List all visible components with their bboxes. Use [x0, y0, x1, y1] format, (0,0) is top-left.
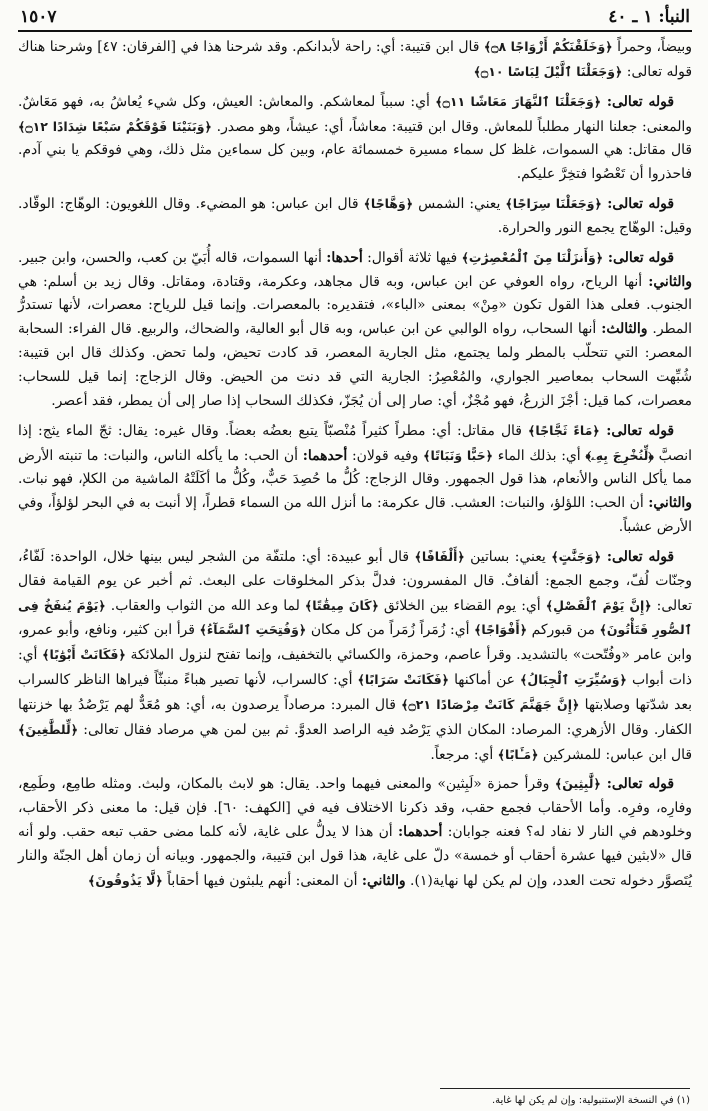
commentary-text: قال المبرد: مرصاداً يرصدون به، أي: هو مُعَدٌّ لهم يَرْصُدُ بها خزنتها الكفار. وقال الأزهري: المرصاد: المكان الذي يَرْصُد فيه الراصد العدوَّ. ثم بين لمن هي مرصاد فقال تعالى: [18, 696, 692, 738]
commentary-text: . [405, 872, 415, 889]
quran-verse: ﴿وَخَلَقْنَكُمْ أَزْوَاجًا ۝٨﴾ [483, 39, 613, 54]
commentary-text: أي: يوم القضاء بين الخلائق [378, 597, 546, 614]
footnote-rule [440, 1088, 690, 1089]
lead-phrase: قوله تعالى: [599, 422, 675, 439]
commentary-text: وقرأ حمزة «لَبِثين» والمعنى فيهما واحد. يقال: هو لابث بالمكان، ولبث. ومثله طامِع، وطَمِع، وفارِه، وفرِه. وأما الأحقاب فجمع حقب، وقد ذكرنا الاختلاف فيه في [الكهف: ٦٠]. فإن قيل: ما معنى ذكر الأحقاب، وخلودهم في النار لا نفاد له؟ فعنه جوابان: [18, 776, 692, 841]
quran-verse: ﴿إِنَّ جَهَنَّمَ كَانَتْ مِرْصَادًا ۝٢١﴾ [401, 696, 580, 712]
quran-verse: ﴿وَجَعَلْنَا ٱلَّيْلَ لِبَاسًا ۝١٠﴾ [473, 63, 623, 79]
commentary-text: أي: زُمَراً زُمَراً من كل مكان [306, 622, 475, 639]
quran-verse: ﴿حَبًّا وَنَبَاتًا﴾ [423, 447, 493, 463]
commentary-text: أي: ذات أبواب [18, 647, 692, 689]
quran-verse: ﴿وَجَنَّٰتٍ﴾ [551, 548, 602, 564]
quran-verse: ﴿أَفْوَاجًا﴾ [474, 622, 528, 638]
paragraph [18, 772, 692, 893]
paragraph [18, 90, 692, 187]
commentary-text: قال ابن عباس: هو المضيء. وقال اللغويون: الوهّاج: الوقّاد. وقيل: الوهّاج يجمع النور والحرارة. [18, 196, 692, 236]
lead-phrase: والثاني: [648, 495, 692, 512]
lead-phrase: والثاني: [361, 872, 406, 889]
paragraph [18, 246, 692, 414]
quran-verse: ﴿وَبَنَيْنَا فَوْقَكُمْ سَبْعًا شِدَادًا ۝١٢﴾ [18, 118, 212, 134]
page-number: ١٥٠٧ [20, 7, 57, 27]
commentary-text: قال أبو عبيدة: أي: ملتفّة من الشجر ليس بينها خلال، الواحدة: لَفّاءُ، وجنّات لُفّ، وجمع الجمع: ألفافٌ. قال المفسرون: فدلَّ بذكر المخلوقات على البعث. ثم أخبر عن يوم القيامة فقال تعالى: [18, 548, 692, 614]
paragraph [18, 192, 692, 241]
quran-verse: ﴿وَفُتِحَتِ ٱلسَّمَآءُ﴾ [199, 622, 307, 638]
quran-verse: ﴿لِّلطَّٰغِينَ﴾ [18, 721, 79, 737]
footnote-area [18, 1094, 690, 1107]
quran-verse: ﴿لَّٰبِثِينَ﴾ [554, 776, 601, 792]
commentary-text: أن الحب: ما يأكله الناس، والنبات: ما تنبته الأرض مما يأكل الناس والأنعام، هذا قول الجمهور. وقال الزجاج: كُلُّ ما حُصِدَ حَبٌّ، وكُلُّ ما أكَلَتْهُ الماشية من الكلإ، فهو نبات. [18, 447, 692, 488]
commentary-text: أنها الرياح، رواه العوفي عن ابن عباس، وبه قال مجاهد، وعكرمة، وقتادة، ومقاتل. وقال زيد بن أسلم: هي الجنوب. فعلى هذا القول تكون «مِنْ» بمعنى «الباء»، فتقديره: بالمعصرات. وإنما قيل للرياح: معصرات، لأنها تستدرُّ المطر. [18, 273, 693, 338]
commentary-text: قال ابن عباس: للمشركين [538, 746, 692, 763]
paragraph [18, 419, 692, 540]
commentary-text: أي: سبباً لمعاشكم. والمعاش: العيش، وكل شيء يُعاشُ به، فهو مَعَاشٌ. والمعنى: جعلنا النهار مطلباً للمعاش. وقال ابن قتيبة: معاشاً، أي: عيشاً، وهو مصدر. [18, 93, 692, 135]
commentary-text: أي: مرجعاً. [430, 746, 498, 763]
lead-phrase: قوله تعالى: [603, 249, 674, 266]
quran-verse: ﴿يَوْمَ يُنفَخُ فِى ٱلصُّورِ فَتَأْتُونَ﴾ [18, 597, 692, 638]
lead-phrase: أحدها: [326, 249, 363, 266]
quran-verse: ﴿وَسُيِّرَتِ ٱلْجِبَالُ﴾ [520, 672, 627, 688]
commentary-text: من قبوركم [527, 622, 600, 639]
commentary-text: فيها ثلاثة أقوال: [362, 249, 462, 266]
quran-verse: ﴿مَـَٔابًا﴾ [497, 746, 539, 762]
commentary-text: أن المعنى: أنهم يلبثون فيها أحقاباً [162, 872, 362, 889]
section-title: النبأ: ١ ـ ٤٠ [608, 7, 690, 27]
quran-verse: ﴿وَجَعَلْنَا ٱلنَّهَارَ مَعَاشًا ۝١١﴾ [435, 93, 602, 109]
quran-verse: ﴿إِنَّ يَوْمَ ٱلْفَصْلِ﴾ [545, 597, 652, 613]
commentary-text: أي: كالسراب، لأنها تصير هباءً منبثّاً فيراها الناظر كالسراب بعد شدّتها وصلابتها [18, 672, 692, 713]
commentary-text: أي: بذلك الماء [492, 447, 586, 464]
quran-verse: ﴿فَكَانَتْ سَرَابًا﴾ [357, 672, 449, 688]
commentary-text: (١) [414, 872, 433, 889]
commentary-text: قال مقاتل: أي: مطراً كثيراً مُنْصبّاً يتبع بعضُه بعضاً. وقال غيره: يقال: ثجّ الماء يثج: إذا انصبَّ [18, 422, 693, 464]
quran-verse: ﴿كَانَ مِيقَٰتًا﴾ [304, 597, 379, 613]
lead-phrase: أحدهما: [302, 447, 348, 464]
commentary-text: قرأ ابن كثير، ونافع، وأبو عمرو، وابن عامر «وفُتّحت» بالتشديد. وقرأ عاصم، وحمزة، والكسائي بالتخفيف، وإنما تفتح لنزول الملائكة [18, 622, 692, 664]
commentary-text: وبيضاً، وحمراً [612, 39, 692, 55]
commentary-text: قال ابن قتيبة: أي: راحة لأبدانكم. وقد شرحنا هذا في [الفرقان: ٤٧] وشرحنا هناك قوله تعالى: [18, 39, 692, 80]
paragraph [18, 35, 692, 85]
quran-verse: ﴿لِّنُخْرِجَ بِهِۦ﴾ [585, 447, 654, 463]
lead-phrase: قوله تعالى: [600, 776, 675, 793]
quran-verse: ﴿وَجَعَلْنَا سِرَاجًا﴾ [505, 196, 602, 212]
header-rule [18, 30, 692, 32]
commentary-text: قال مقاتل: هي السموات، غلظ كل سماء مسيرة خمسمائة عام، وبين كل سماءين مثل ذلك، وهي فوقكم يا بني آدم. فاحذروا أن تَعْصُوا فتخِرَّ عليكم. [18, 142, 692, 183]
lead-phrase: والثالث: [601, 321, 648, 338]
lead-phrase: والثاني: [648, 273, 692, 290]
footnote: (١) في النسخة الإستنبولية: وإن لم يكن لها غاية. [491, 1095, 690, 1106]
running-header [18, 6, 692, 28]
paragraph [18, 545, 692, 768]
lead-phrase: أحدهما: [397, 824, 443, 841]
lead-phrase: قوله تعالى: [601, 548, 675, 565]
commentary-text: أن الحب: اللؤلؤ، والنبات: العشب. قال عكرمة: ما أنزل الله من السماء قطراً، إلا أنبت به في البحر لؤلؤاً، وفي الأرض عشباً. [18, 495, 692, 536]
lead-phrase: قوله تعالى: [601, 196, 675, 213]
quran-verse: ﴿فَكَانَتْ أَبْوَٰبًا﴾ [42, 647, 126, 663]
commentary-text: أنها السحاب، رواه الوالبي عن ابن عباس، وبه قال أبو العالية، والضحاك، والربيع. قال الفراء: السحابة المعصر: التي تتحلّب بالمطر ولما يجتمع، مثل الجارية المعصر، قد كادت تحيض، ولما تحض. وكذلك قال ابن قتيبة: شُبِّهت السحاب بمعاصير الجواري، والمُعْصِرُ: الجارية التي قد دنت من الحيض. وقال الزجاج: إنما قيل للسحاب: معصرات، كما قيل: أجْزَ الزرعُ، فهو مُجْزٌ، أي: صار إلى أن يُجَزّ، فكذلك السحاب إذا صار إلى أن يمطر، فقد أعصر. [18, 321, 692, 409]
quran-verse: ﴿وَأَنزَلْنَا مِنَ ٱلْمُعْصِرَٰتِ﴾ [461, 249, 604, 265]
quran-verse: ﴿وَهَّاجًا﴾ [363, 196, 414, 212]
quran-verse: ﴿مَاءً ثَجَّاجًا﴾ [528, 422, 600, 438]
commentary-text: يعني: الشمس [413, 196, 506, 213]
commentary-text: لما وعد الله من الثواب والعقاب. [105, 597, 305, 614]
commentary-body [18, 35, 692, 894]
commentary-text: يعني: بساتين [464, 548, 552, 565]
lead-phrase: قوله تعالى: [601, 93, 674, 110]
quran-verse: ﴿لَّا يَذُوقُونَ﴾ [88, 872, 163, 888]
commentary-text: عن أماكنها [449, 672, 521, 689]
quran-verse: ﴿أَلْفَافًا﴾ [414, 548, 465, 564]
commentary-text: وفيه قولان: [347, 447, 424, 464]
commentary-text: أنها السموات، قاله أُبَيّ بن كعب، والحسن، وابن جبير. [18, 249, 327, 266]
commentary-text: أن هذا لا يدلُّ على غاية، لأنه كلما مضى حقب تبعه حقب. ولو أنه قال «لابثين فيها عشرة أحقاب أو خمسة» دلّ على غاية، هذا قول ابن قتيبة، والجمهور. وبيانه أن زمان أهل الجنّة والنار يُتَصوَّر دخوله تحت العدد، وإن لم يكن لها نهاية [18, 824, 692, 889]
